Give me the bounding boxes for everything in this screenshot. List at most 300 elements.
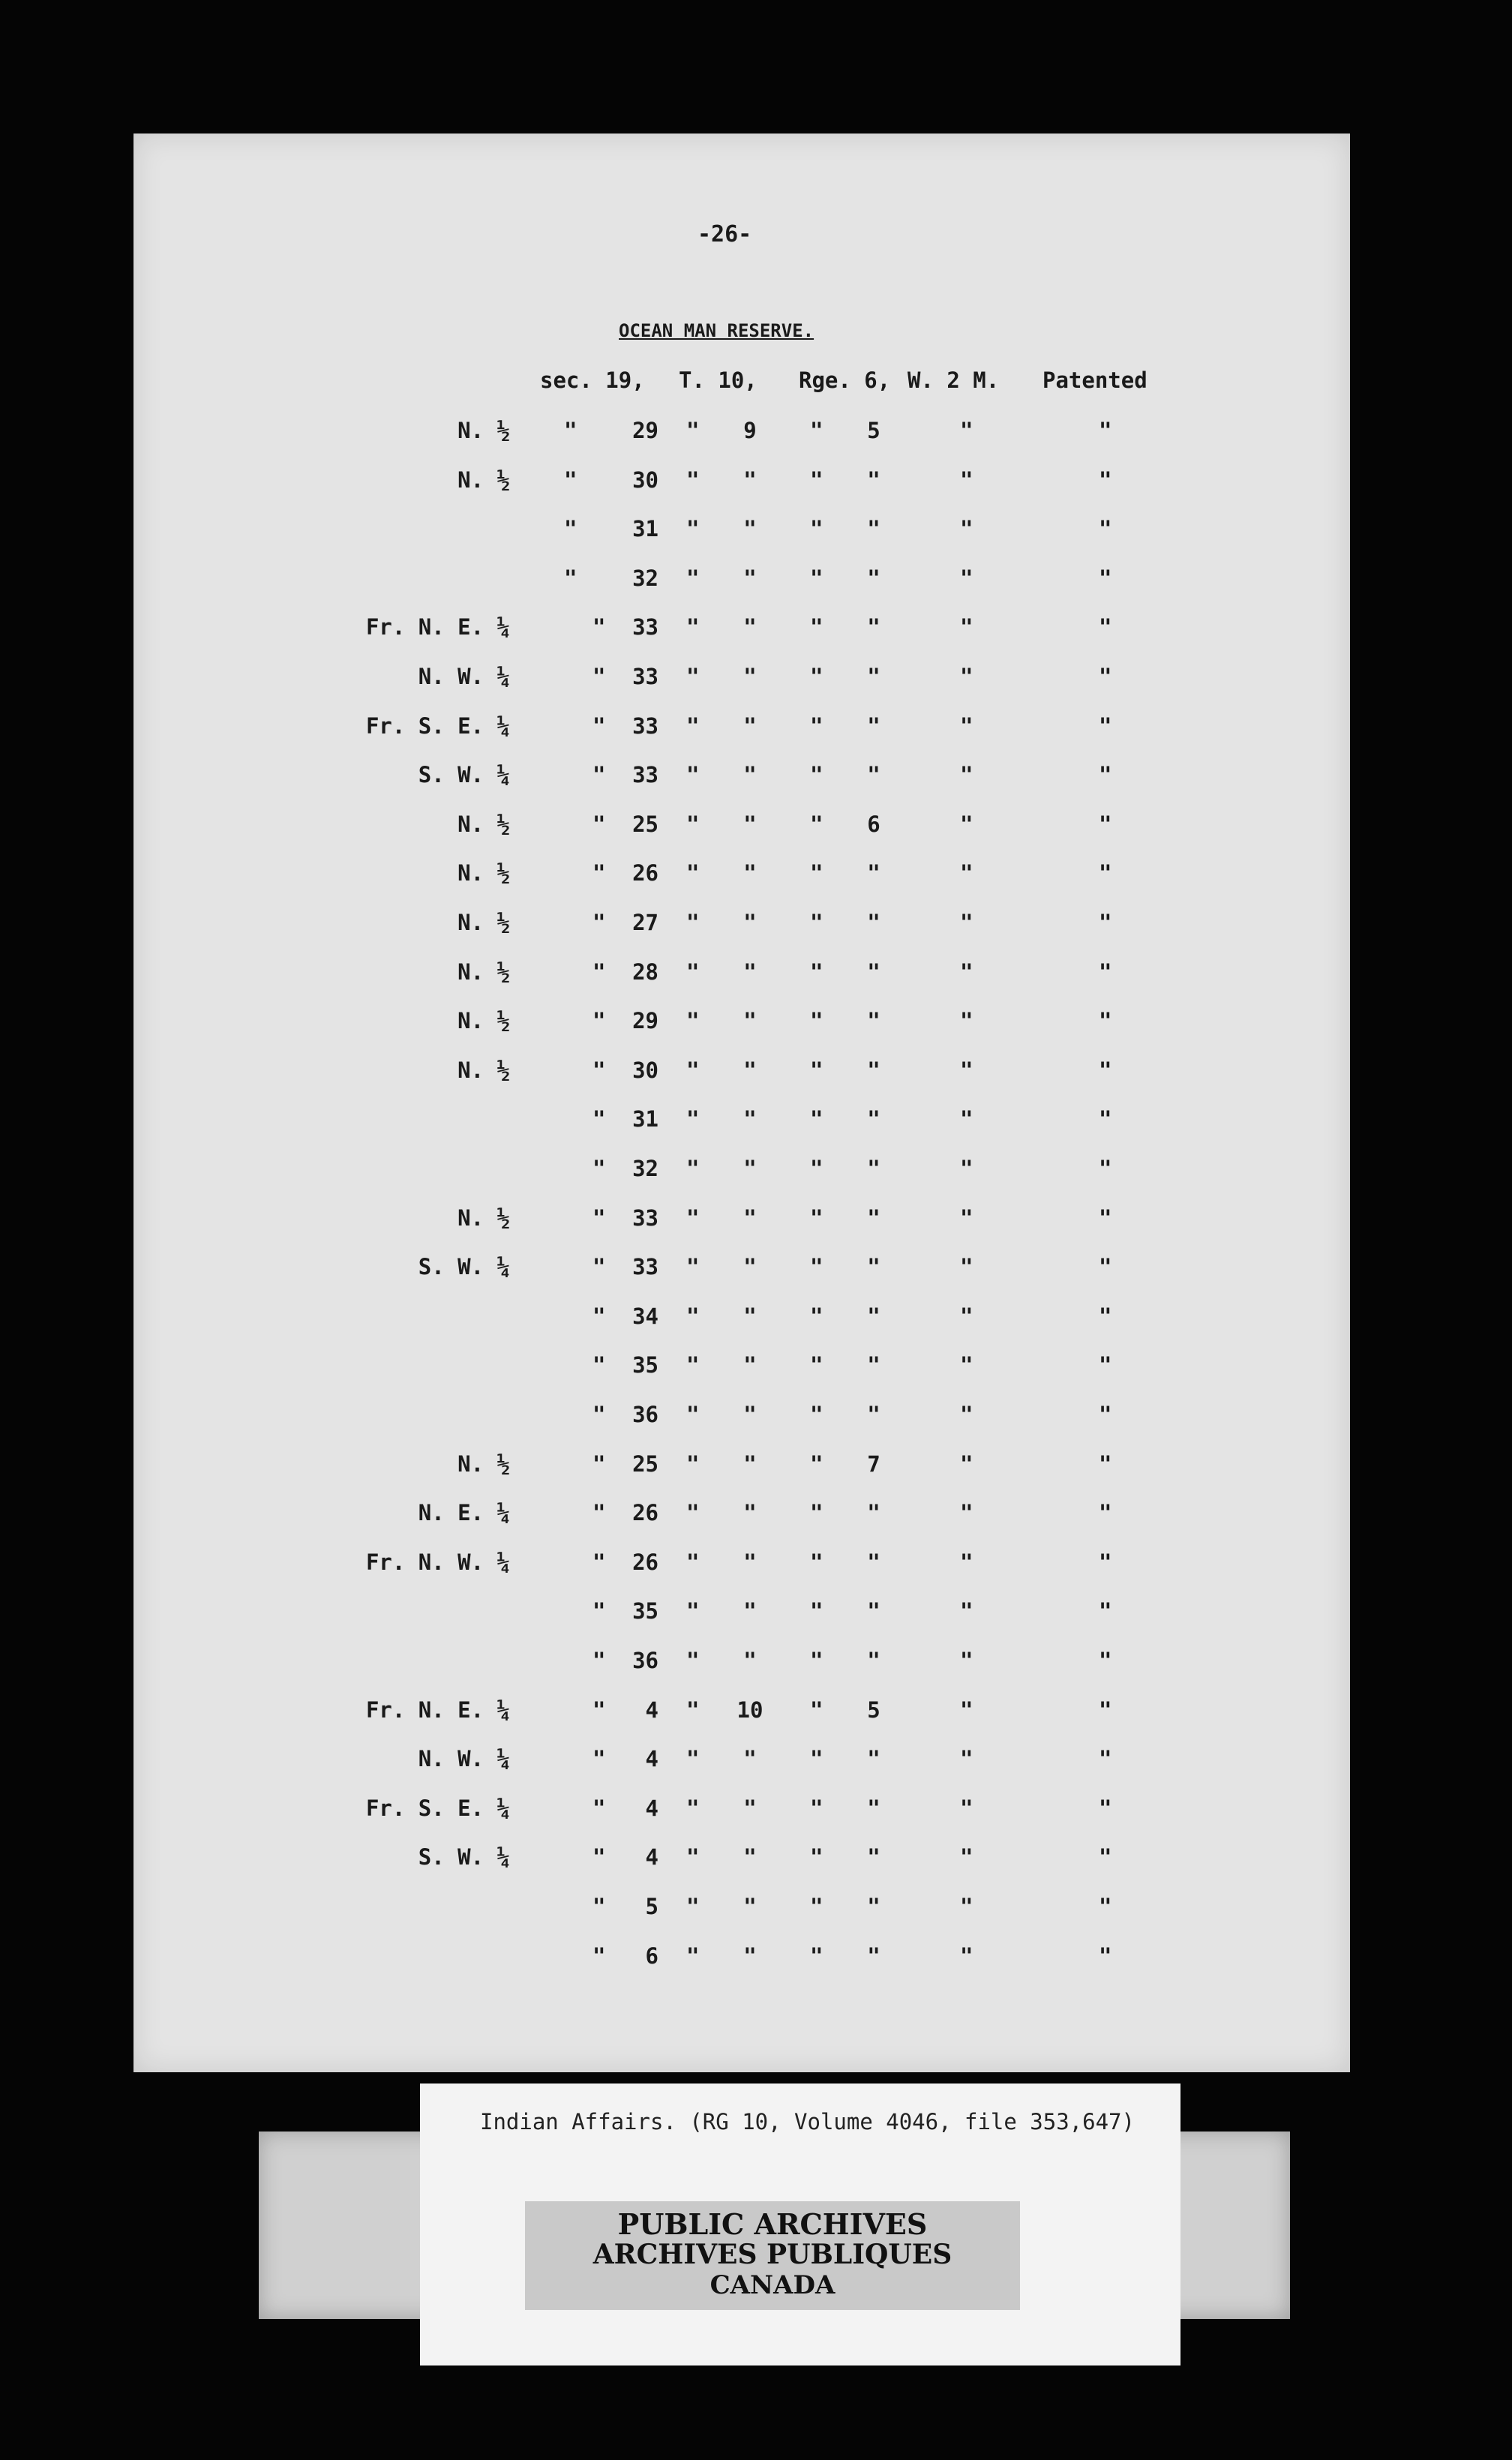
row-section: 25 — [632, 811, 658, 837]
row-ditto-2: " — [810, 811, 824, 837]
row-township: " — [743, 1942, 757, 1969]
row-ditto-patented: " — [1099, 1204, 1112, 1231]
row-ditto-patented: " — [1099, 1254, 1112, 1280]
row-ditto-w: " — [960, 1942, 974, 1969]
row-range: " — [867, 1844, 880, 1870]
row-range: " — [867, 712, 880, 739]
row-township: " — [743, 811, 757, 837]
table-row — [0, 467, 1512, 497]
row-ditto-w: " — [960, 958, 974, 985]
header-sec: sec. 19, — [540, 368, 645, 393]
table-row — [0, 614, 1512, 644]
table-row — [0, 1746, 1512, 1776]
table-row — [0, 1943, 1512, 1973]
table-row — [0, 1697, 1512, 1727]
row-section: 5 — [645, 1894, 658, 1919]
row-township: " — [743, 1303, 757, 1329]
row-township: " — [743, 1598, 757, 1624]
row-township: 10 — [736, 1696, 764, 1723]
row-ditto-1: " — [686, 1549, 700, 1575]
row-ditto-patented: " — [1099, 1008, 1112, 1034]
row-ditto-2: " — [810, 762, 824, 788]
row-township: " — [743, 958, 757, 985]
row-ditto-2: " — [810, 466, 824, 493]
row-ditto-lead: " — [592, 1402, 606, 1427]
row-township: " — [743, 1204, 757, 1231]
table-row — [0, 1205, 1512, 1235]
row-township: " — [743, 1795, 757, 1821]
row-ditto-1: " — [686, 958, 700, 985]
row-section: 32 — [632, 565, 658, 591]
row-ditto-lead: " — [592, 860, 606, 886]
table-row — [0, 1451, 1512, 1481]
row-ditto-patented: " — [1099, 1106, 1112, 1132]
row-ditto-lead: " — [592, 664, 606, 689]
row-ditto-w: " — [960, 1008, 974, 1034]
row-ditto-w: " — [960, 1894, 974, 1919]
row-ditto-1: " — [686, 1648, 700, 1673]
row-section: 33 — [632, 712, 658, 739]
table-row — [0, 418, 1512, 448]
table-row — [0, 1008, 1512, 1038]
row-ditto-patented: " — [1099, 712, 1112, 739]
row-township: " — [743, 762, 757, 788]
row-ditto-1: " — [686, 1450, 700, 1477]
table-row — [0, 1598, 1512, 1628]
row-subdivision: Fr. N. E. ¼ — [365, 1696, 510, 1723]
row-township: " — [743, 1156, 757, 1181]
row-ditto-2: " — [810, 1942, 824, 1969]
row-ditto-2: " — [810, 516, 824, 542]
row-ditto-w: " — [960, 565, 974, 591]
row-range: 7 — [867, 1450, 880, 1477]
row-ditto-w: " — [960, 712, 974, 739]
row-ditto-patented: " — [1099, 860, 1112, 886]
row-range: " — [867, 1204, 880, 1231]
row-ditto-w: " — [960, 1500, 974, 1526]
row-ditto-patented: " — [1099, 1746, 1112, 1772]
row-ditto-lead: " — [592, 1598, 606, 1624]
row-section: 29 — [632, 1008, 658, 1034]
row-section: 33 — [632, 614, 658, 640]
row-subdivision: N. ½ — [458, 418, 510, 443]
row-ditto-1: " — [686, 762, 700, 788]
row-ditto-lead: " — [592, 1894, 606, 1919]
row-section: 33 — [632, 762, 658, 788]
row-ditto-patented: " — [1099, 418, 1112, 443]
table-row — [0, 1844, 1512, 1874]
row-range: " — [867, 1894, 880, 1919]
row-township: " — [743, 1254, 757, 1280]
row-ditto-2: " — [810, 1303, 824, 1329]
row-ditto-w: " — [960, 1549, 974, 1575]
row-ditto-w: " — [960, 1844, 974, 1870]
row-ditto-lead: " — [592, 910, 606, 935]
row-ditto-w: " — [960, 418, 974, 443]
row-township: " — [743, 860, 757, 886]
row-ditto-lead: " — [592, 762, 606, 788]
row-township: " — [743, 1746, 757, 1772]
row-ditto-w: " — [960, 516, 974, 542]
stamp-line-3: CANADA — [710, 2270, 836, 2300]
row-subdivision: N. W. ¼ — [418, 664, 510, 689]
row-subdivision: Fr. N. W. ¼ — [365, 1549, 510, 1575]
table-row — [0, 959, 1512, 989]
row-ditto-2: " — [810, 614, 824, 640]
row-subdivision: N. ½ — [458, 466, 510, 493]
table-row — [0, 1402, 1512, 1432]
row-ditto-lead: " — [592, 1450, 606, 1477]
row-ditto-w: " — [960, 1450, 974, 1477]
row-section: 35 — [632, 1352, 658, 1378]
row-ditto-patented: " — [1099, 1549, 1112, 1575]
row-township: " — [743, 1106, 757, 1132]
table-row — [0, 1352, 1512, 1382]
row-ditto-1: " — [686, 1942, 700, 1969]
row-section: 25 — [632, 1450, 658, 1477]
table-row — [0, 1648, 1512, 1678]
row-ditto-1: " — [686, 1204, 700, 1231]
row-ditto-w: " — [960, 1795, 974, 1821]
row-subdivision: Fr. S. E. ¼ — [365, 712, 510, 739]
row-range: " — [867, 860, 880, 886]
row-ditto-w: " — [960, 860, 974, 886]
row-range: " — [867, 466, 880, 493]
row-ditto-2: " — [810, 1352, 824, 1378]
row-ditto-patented: " — [1099, 1696, 1112, 1723]
row-ditto-2: " — [810, 1254, 824, 1280]
row-section: 27 — [632, 910, 658, 935]
row-subdivision: N. ½ — [458, 1057, 510, 1083]
row-range: " — [867, 1156, 880, 1181]
row-ditto-1: " — [686, 1254, 700, 1280]
row-ditto-lead: " — [592, 1746, 606, 1772]
table-row — [0, 1894, 1512, 1924]
row-ditto-lead: " — [592, 1204, 606, 1231]
row-range: 5 — [867, 418, 880, 443]
row-section: 4 — [645, 1844, 658, 1870]
row-ditto-patented: " — [1099, 516, 1112, 542]
row-ditto-1: " — [686, 1696, 700, 1723]
row-ditto-1: " — [686, 1746, 700, 1772]
row-ditto-patented: " — [1099, 1303, 1112, 1329]
row-subdivision: N. ½ — [458, 811, 510, 837]
row-ditto-patented: " — [1099, 910, 1112, 935]
row-ditto-patented: " — [1099, 614, 1112, 640]
row-township: " — [743, 1844, 757, 1870]
row-ditto-lead: " — [592, 1106, 606, 1132]
row-range: " — [867, 664, 880, 689]
table-row — [0, 1304, 1512, 1334]
row-ditto-lead: " — [564, 565, 578, 591]
row-ditto-w: " — [960, 664, 974, 689]
row-ditto-patented: " — [1099, 664, 1112, 689]
row-ditto-lead: " — [592, 1303, 606, 1329]
page-number: -26- — [698, 221, 752, 248]
row-ditto-patented: " — [1099, 1450, 1112, 1477]
row-ditto-lead: " — [592, 1844, 606, 1870]
archives-stamp — [525, 2201, 1020, 2310]
row-ditto-w: " — [960, 910, 974, 935]
row-ditto-patented: " — [1099, 1942, 1112, 1969]
row-ditto-w: " — [960, 762, 974, 788]
row-range: " — [867, 1106, 880, 1132]
table-row — [0, 516, 1512, 546]
row-ditto-1: " — [686, 1106, 700, 1132]
row-ditto-patented: " — [1099, 1795, 1112, 1821]
row-subdivision: Fr. N. E. ¼ — [365, 614, 510, 640]
row-ditto-patented: " — [1099, 811, 1112, 837]
row-range: " — [867, 1549, 880, 1575]
row-township: " — [743, 614, 757, 640]
row-ditto-patented: " — [1099, 466, 1112, 493]
row-ditto-1: " — [686, 466, 700, 493]
stamp-line-1: PUBLIC ARCHIVES — [617, 2207, 928, 2241]
row-ditto-w: " — [960, 1746, 974, 1772]
row-ditto-w: " — [960, 811, 974, 837]
row-ditto-2: " — [810, 1598, 824, 1624]
row-ditto-2: " — [810, 910, 824, 935]
row-subdivision: S. W. ¼ — [418, 1254, 510, 1280]
row-ditto-2: " — [810, 1204, 824, 1231]
row-ditto-2: " — [810, 664, 824, 689]
row-ditto-lead: " — [592, 1156, 606, 1181]
row-ditto-1: " — [686, 1352, 700, 1378]
row-ditto-patented: " — [1099, 762, 1112, 788]
row-ditto-patented: " — [1099, 565, 1112, 591]
row-range: 5 — [867, 1696, 880, 1723]
row-section: 4 — [645, 1795, 658, 1821]
row-township: " — [743, 466, 757, 493]
header-range: Rge. 6, — [799, 368, 891, 393]
row-ditto-1: " — [686, 1500, 700, 1526]
row-subdivision: S. W. ¼ — [418, 1844, 510, 1870]
row-ditto-2: " — [810, 1746, 824, 1772]
row-ditto-w: " — [960, 1696, 974, 1723]
row-section: 30 — [632, 466, 658, 493]
row-ditto-1: " — [686, 1008, 700, 1034]
row-subdivision: Fr. S. E. ¼ — [365, 1795, 510, 1821]
row-ditto-2: " — [810, 958, 824, 985]
row-subdivision: N. W. ¼ — [418, 1746, 510, 1772]
table-row — [0, 1796, 1512, 1826]
row-ditto-2: " — [810, 1156, 824, 1181]
row-subdivision: N. ½ — [458, 910, 510, 935]
row-ditto-lead: " — [564, 516, 578, 542]
row-township: " — [743, 1057, 757, 1083]
row-ditto-2: " — [810, 1894, 824, 1919]
row-range: " — [867, 1942, 880, 1969]
row-ditto-1: " — [686, 712, 700, 739]
row-ditto-patented: " — [1099, 1402, 1112, 1427]
row-ditto-w: " — [960, 1303, 974, 1329]
row-range: " — [867, 614, 880, 640]
row-ditto-1: " — [686, 516, 700, 542]
row-ditto-2: " — [810, 1057, 824, 1083]
row-ditto-1: " — [686, 860, 700, 886]
row-ditto-lead: " — [592, 614, 606, 640]
row-ditto-1: " — [686, 664, 700, 689]
row-township: " — [743, 1549, 757, 1575]
row-section: 31 — [632, 1106, 658, 1132]
table-row — [0, 1500, 1512, 1530]
table-row — [0, 1058, 1512, 1088]
row-section: 29 — [632, 418, 658, 443]
row-range: " — [867, 565, 880, 591]
row-range: " — [867, 762, 880, 788]
row-ditto-patented: " — [1099, 1352, 1112, 1378]
row-ditto-patented: " — [1099, 1648, 1112, 1673]
header-meridian: W. 2 M. — [908, 368, 1000, 393]
row-ditto-2: " — [810, 1696, 824, 1723]
row-ditto-lead: " — [592, 1352, 606, 1378]
row-section: 30 — [632, 1057, 658, 1083]
row-section: 26 — [632, 1500, 658, 1526]
row-ditto-lead: " — [592, 712, 606, 739]
row-ditto-1: " — [686, 811, 700, 837]
row-township: " — [743, 1500, 757, 1526]
row-ditto-1: " — [686, 1057, 700, 1083]
row-range: " — [867, 1500, 880, 1526]
row-subdivision: N. ½ — [458, 1008, 510, 1034]
row-subdivision: N. ½ — [458, 1204, 510, 1231]
row-subdivision: N. E. ¼ — [418, 1500, 510, 1526]
row-ditto-2: " — [810, 860, 824, 886]
row-section: 26 — [632, 860, 658, 886]
row-ditto-1: " — [686, 1303, 700, 1329]
row-ditto-1: " — [686, 418, 700, 443]
row-township: " — [743, 1352, 757, 1378]
row-range: " — [867, 1008, 880, 1034]
row-ditto-lead: " — [592, 1008, 606, 1034]
row-ditto-1: " — [686, 1402, 700, 1427]
row-township: " — [743, 1008, 757, 1034]
row-section: 32 — [632, 1156, 658, 1181]
row-township: " — [743, 1402, 757, 1427]
row-ditto-2: " — [810, 418, 824, 443]
row-range: " — [867, 1352, 880, 1378]
row-ditto-2: " — [810, 1008, 824, 1034]
row-ditto-lead: " — [592, 811, 606, 837]
row-ditto-patented: " — [1099, 958, 1112, 985]
row-range: 6 — [867, 811, 880, 837]
row-ditto-lead: " — [592, 1254, 606, 1280]
row-township: 9 — [743, 418, 757, 443]
table-row — [0, 1550, 1512, 1580]
row-section: 33 — [632, 1204, 658, 1231]
table-row — [0, 860, 1512, 890]
row-township: " — [743, 664, 757, 689]
row-section: 4 — [645, 1696, 658, 1723]
row-ditto-lead: " — [592, 958, 606, 985]
row-range: " — [867, 1057, 880, 1083]
row-township: " — [743, 910, 757, 935]
row-subdivision: S. W. ¼ — [418, 762, 510, 788]
row-range: " — [867, 1303, 880, 1329]
row-ditto-w: " — [960, 1598, 974, 1624]
table-row — [0, 910, 1512, 940]
table-row — [0, 664, 1512, 694]
row-ditto-2: " — [810, 1500, 824, 1526]
row-ditto-w: " — [960, 1156, 974, 1181]
row-township: " — [743, 1450, 757, 1477]
row-ditto-2: " — [810, 1450, 824, 1477]
row-ditto-patented: " — [1099, 1598, 1112, 1624]
row-section: 31 — [632, 516, 658, 542]
row-section: 33 — [632, 1254, 658, 1280]
row-ditto-2: " — [810, 565, 824, 591]
row-ditto-2: " — [810, 1549, 824, 1575]
row-section: 36 — [632, 1402, 658, 1427]
row-range: " — [867, 910, 880, 935]
document-title: OCEAN MAN RESERVE. — [619, 320, 814, 341]
row-township: " — [743, 1894, 757, 1919]
row-ditto-2: " — [810, 1648, 824, 1673]
row-ditto-lead: " — [592, 1696, 606, 1723]
row-township: " — [743, 516, 757, 542]
row-ditto-w: " — [960, 1402, 974, 1427]
row-ditto-w: " — [960, 1106, 974, 1132]
row-range: " — [867, 1795, 880, 1821]
row-ditto-2: " — [810, 712, 824, 739]
row-section: 26 — [632, 1549, 658, 1575]
row-ditto-patented: " — [1099, 1844, 1112, 1870]
row-ditto-lead: " — [592, 1942, 606, 1969]
row-ditto-w: " — [960, 1204, 974, 1231]
row-section: 34 — [632, 1303, 658, 1329]
row-ditto-1: " — [686, 1894, 700, 1919]
row-ditto-lead: " — [592, 1795, 606, 1821]
header-township: T. 10, — [679, 368, 758, 393]
header-patented: Patented — [1042, 368, 1148, 393]
row-range: " — [867, 1746, 880, 1772]
row-ditto-patented: " — [1099, 1156, 1112, 1181]
row-township: " — [743, 565, 757, 591]
row-ditto-1: " — [686, 1156, 700, 1181]
row-ditto-lead: " — [564, 418, 578, 443]
row-ditto-2: " — [810, 1106, 824, 1132]
row-ditto-1: " — [686, 910, 700, 935]
table-row — [0, 812, 1512, 842]
row-ditto-w: " — [960, 1057, 974, 1083]
row-ditto-1: " — [686, 614, 700, 640]
table-row — [0, 566, 1512, 596]
reference-text: Indian Affairs. (RG 10, Volume 4046, file 353,647) — [480, 2109, 1135, 2134]
row-ditto-1: " — [686, 1795, 700, 1821]
row-range: " — [867, 1598, 880, 1624]
row-ditto-1: " — [686, 1844, 700, 1870]
row-range: " — [867, 958, 880, 985]
row-section: 28 — [632, 958, 658, 985]
row-ditto-w: " — [960, 466, 974, 493]
row-range: " — [867, 516, 880, 542]
row-ditto-patented: " — [1099, 1500, 1112, 1526]
table-row — [0, 762, 1512, 792]
row-ditto-lead: " — [592, 1057, 606, 1083]
row-ditto-w: " — [960, 614, 974, 640]
row-section: 33 — [632, 664, 658, 689]
row-subdivision: N. ½ — [458, 1450, 510, 1477]
row-subdivision: N. ½ — [458, 958, 510, 985]
table-row — [0, 713, 1512, 743]
row-township: " — [743, 1648, 757, 1673]
table-row — [0, 1106, 1512, 1136]
row-subdivision: N. ½ — [458, 860, 510, 886]
row-ditto-2: " — [810, 1402, 824, 1427]
row-ditto-1: " — [686, 565, 700, 591]
row-ditto-lead: " — [592, 1549, 606, 1575]
row-ditto-1: " — [686, 1598, 700, 1624]
